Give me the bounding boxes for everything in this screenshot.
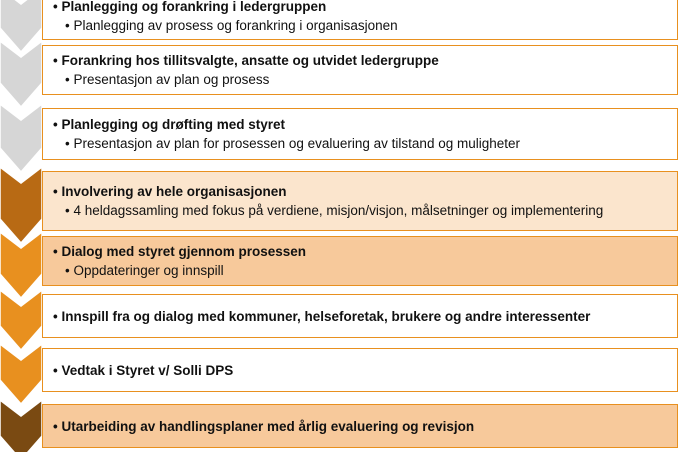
step-subitem: • Planlegging av prosess og forankring i organisasjonen [53,16,677,35]
step-title: • Utarbeiding av handlingsplaner med årlig evaluering og revisjon [53,417,677,436]
chevron-step-1 [0,0,42,52]
step-box-6 [42,294,678,338]
chevron-step-4 [0,167,42,243]
chevron-step-7 [0,344,42,404]
step-title: • Planlegging og forankring i ledergruppen [53,0,677,16]
step-subitem: • Presentasjon av plan for prosessen og evaluering av tilstand og muligheter [53,134,677,153]
step-box-5 [42,236,678,286]
step-title: • Vedtak i Styret v/ Solli DPS [53,361,677,380]
step-title: • Involvering av hele organisasjonen [53,182,677,201]
step-box-7 [42,348,678,392]
step-title: • Planlegging og drøfting med styret [53,115,677,134]
step-title: • Forankring hos tillitsvalgte, ansatte og utvidet ledergruppe [53,51,677,70]
chevron-step-8 [0,400,42,452]
chevron-column [0,0,44,452]
step-box-1 [42,0,678,40]
step-subitem: • Presentasjon av plan og prosess [53,70,677,89]
step-box-3 [42,108,678,160]
step-title: • Dialog med styret gjennom prosessen [53,242,677,261]
step-subitem: • 4 heldagssamling med fokus på verdiene, misjon/visjon, målsetninger og implementering [53,201,677,220]
step-box-2 [42,45,678,95]
chevron-step-3 [0,104,42,172]
step-box-4 [42,171,678,231]
step-title: • Innspill fra og dialog med kommuner, helseforetak, brukere og andre interessenter [53,307,677,326]
step-box-8 [42,404,678,448]
step-subitem: • Oppdateringer og innspill [53,261,677,280]
